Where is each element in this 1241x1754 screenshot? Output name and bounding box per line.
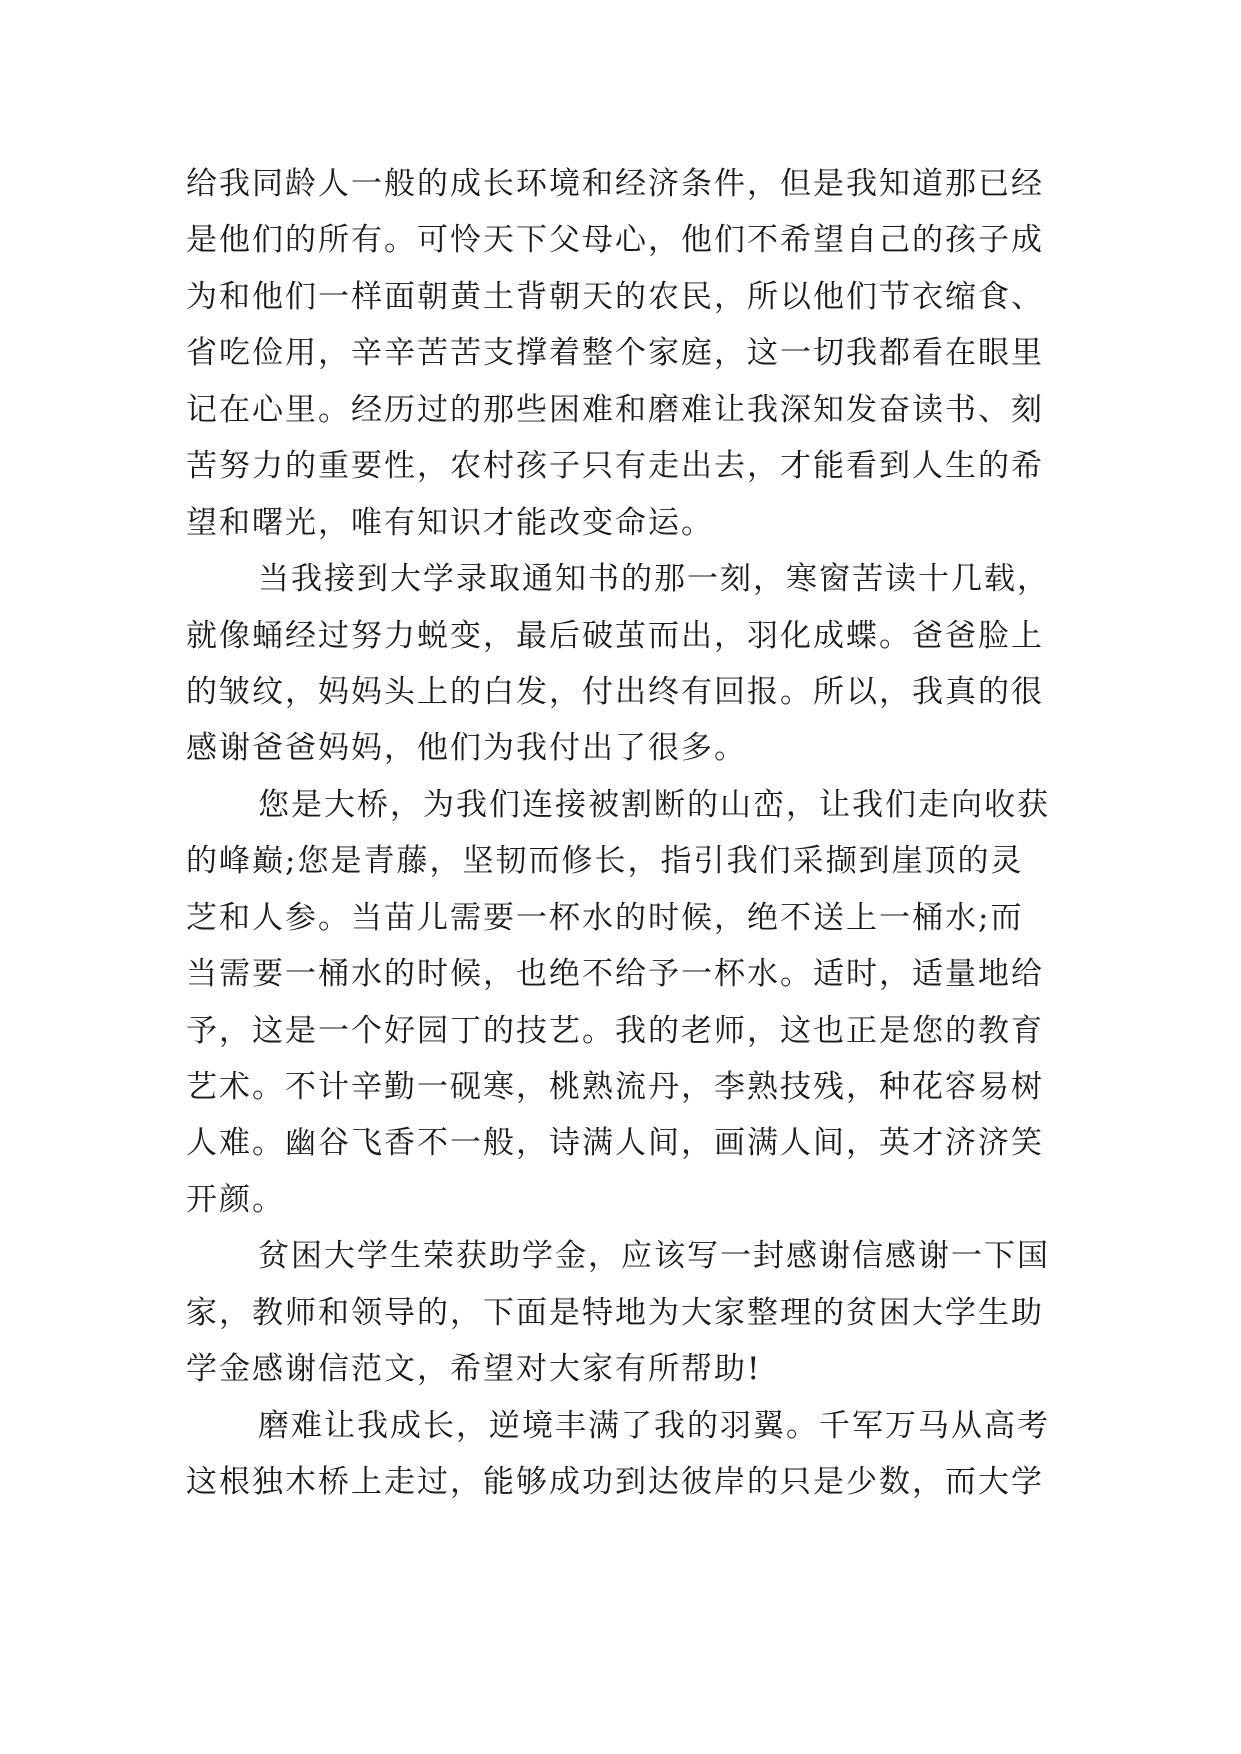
text-line: 为和他们一样面朝黄土背朝天的农民，所以他们节衣缩食、 xyxy=(186,278,1044,315)
text-line: 感谢爸爸妈妈，他们为我付出了很多。 xyxy=(186,730,747,767)
text-line: 贫困大学生荣获助学金，应该写一封感谢信感谢一下国 xyxy=(258,1238,1050,1275)
text-line: 芝和人参。当苗儿需要一杯水的时候，绝不送上一桶水;而 xyxy=(186,899,1024,936)
text-line: 苦努力的重要性，农村孩子只有走出去，才能看到人生的希 xyxy=(186,448,1044,485)
paragraph xyxy=(186,777,1086,1229)
text-line: 予，这是一个好园丁的技艺。我的老师，这也正是您的教育 xyxy=(186,1012,1044,1049)
text-line: 家，教师和领导的，下面是特地为大家整理的贫困大学生助 xyxy=(186,1294,1044,1331)
text-line: 您是大桥，为我们连接被割断的山峦，让我们走向收获 xyxy=(258,786,1050,823)
text-line: 是他们的所有。可怜天下父母心，他们不希望自己的孩子成 xyxy=(186,222,1044,259)
text-line: 开颜。 xyxy=(186,1181,285,1218)
paragraph xyxy=(186,551,1086,777)
text-line: 学金感谢信范文，希望对大家有所帮助! xyxy=(186,1351,762,1388)
text-line: 就像蛹经过努力蜕变，最后破茧而出，羽化成蝶。爸爸脸上 xyxy=(186,617,1044,654)
text-line: 望和曙光，唯有知识才能改变命运。 xyxy=(186,504,714,541)
text-line: 省吃俭用，辛辛苦苦支撑着整个家庭，这一切我都看在眼里 xyxy=(186,335,1044,372)
text-line: 人难。幽谷飞香不一般，诗满人间，画满人间，英才济济笑 xyxy=(186,1125,1044,1162)
paragraph xyxy=(186,1228,1086,1397)
text-line: 磨难让我成长，逆境丰满了我的羽翼。千军万马从高考 xyxy=(258,1407,1050,1444)
document-body xyxy=(186,156,1086,1511)
text-line: 记在心里。经历过的那些困难和磨难让我深知发奋读书、刻 xyxy=(186,391,1044,428)
text-line: 的峰巅;您是青藤，坚韧而修长，指引我们采撷到崖顶的灵 xyxy=(186,843,1024,880)
text-line: 当我接到大学录取通知书的那一刻，寒窗苦读十几载， xyxy=(258,561,1050,598)
paragraph xyxy=(186,1398,1086,1511)
text-line: 当需要一桶水的时候，也绝不给予一杯水。适时，适量地给 xyxy=(186,956,1044,993)
text-line: 的皱纹，妈妈头上的白发，付出终有回报。所以，我真的很 xyxy=(186,673,1044,710)
text-line: 这根独木桥上走过，能够成功到达彼岸的只是少数，而大学 xyxy=(186,1464,1044,1501)
text-line: 给我同龄人一般的成长环境和经济条件，但是我知道那已经 xyxy=(186,166,1044,202)
paragraph xyxy=(186,156,1086,551)
text-line: 艺术。不计辛勤一砚寒，桃熟流丹，李熟技残，种花容易树 xyxy=(186,1069,1044,1105)
